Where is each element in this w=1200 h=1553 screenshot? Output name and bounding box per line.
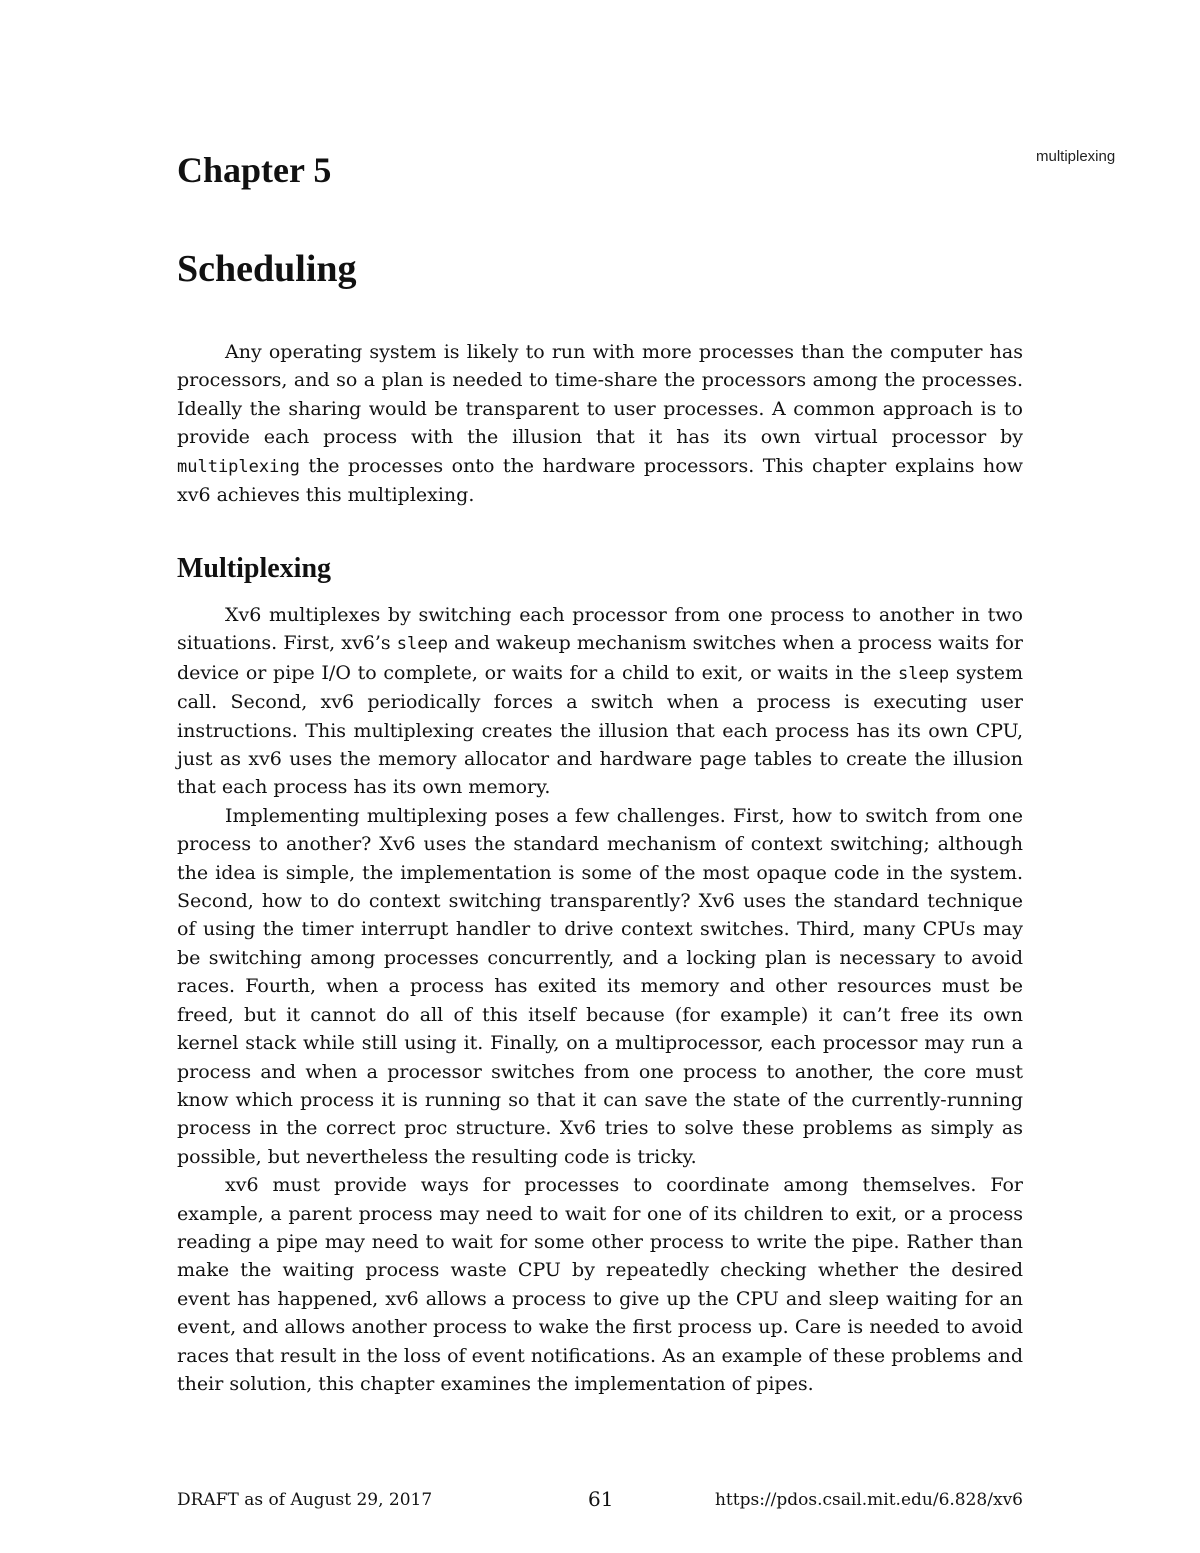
chapter-title: Scheduling	[177, 248, 357, 290]
section-paragraph-3: xv6 must provide ways for processes to coordinate among themselves. For example, a parent process may need to wait for one of its children to exit, or a process reading a pipe may need to wait for some other process to write the pipe. Rather than make the waiting process waste CPU by repeatedly checking whether the desired event has happened, xv6 allows a process to give up the CPU and sleep waiting for an event, and allows another process to wake the first process up. Care is needed to avoid races that result in the loss of event notifications. As an example of these problems and their solution, this chapter examines the implementation of pipes.	[177, 1174, 1023, 1395]
section-paragraph-1	[177, 601, 1023, 802]
margin-note: multiplexing	[1036, 148, 1116, 165]
section-body	[177, 601, 1023, 1398]
chapter-label: Chapter 5	[177, 150, 332, 190]
intro-section	[177, 338, 1023, 509]
footer-url[interactable]: https://pdos.csail.mit.edu/6.828/xv6	[714, 1490, 1023, 1510]
section-paragraph-2: Implementing multiplexing poses a few challenges. First, how to switch from one process to another? Xv6 uses the standard mechanism of context switching; although the idea is simple, the implementation is some of the most opaque code in the system. Second, how to do context switching transparently? Xv6 uses the standard technique of using the timer interrupt handler to drive context switches. Third, many CPUs may be switching among processes concurrently, and a locking plan is necessary to avoid races. Fourth, when a process has exited its memory and other resources must be freed, but it cannot do all of this itself because (for example) it can’t free its own kernel stack while still using it. Finally, on a multiprocessor, each processor may run a process and when a processor switches from one process to another, the core must know which process it is running so that it can save the state of the currently-running process in the correct proc structure. Xv6 tries to solve these problems as simply as possible, but nevertheless the resulting code is tricky.	[177, 804, 1023, 1168]
section-p1-code-sleep-2: sleep	[897, 663, 950, 684]
footer-page-number: 61	[588, 1487, 614, 1511]
intro-text-a: Any operating system is likely to run with more processes than the computer has processors, and so a plan is needed to time-share the processors among the processes. Ideally the sharing would be transparent to user processes. A common approach is to provide each process with the illusion that it has its own virtual processor by	[177, 341, 1023, 449]
intro-paragraph	[177, 338, 1023, 509]
footer-draft-date: DRAFT as of August 29, 2017	[177, 1490, 433, 1510]
intro-text-b: the processes onto the hardware processors. This chapter explains how xv6 achieves this multiplexing.	[177, 454, 1023, 507]
section-p1-code-sleep-1: sleep	[396, 634, 448, 655]
section-p1-text-c: system call. Second, xv6 periodically forces a switch when a process is executing user instructions. This multiplexing creates the illusion that each process has its own CPU, just as xv6 uses the memory allocator and hardware page tables to create the illusion that each process has its own memory.	[177, 661, 1023, 799]
section-heading: Multiplexing	[177, 553, 332, 584]
section-p1-text-a: Xv6 multiplexes by switching each processor from one process to another in two situations. First, xv6’s	[177, 604, 1023, 655]
section-p1-text-b: and wakeup mechanism switches when a process waits for device or pipe I/O to complete, or waits for a child to exit, or waits in the	[177, 632, 1023, 684]
intro-code-multiplexing: multiplexing	[177, 456, 300, 477]
